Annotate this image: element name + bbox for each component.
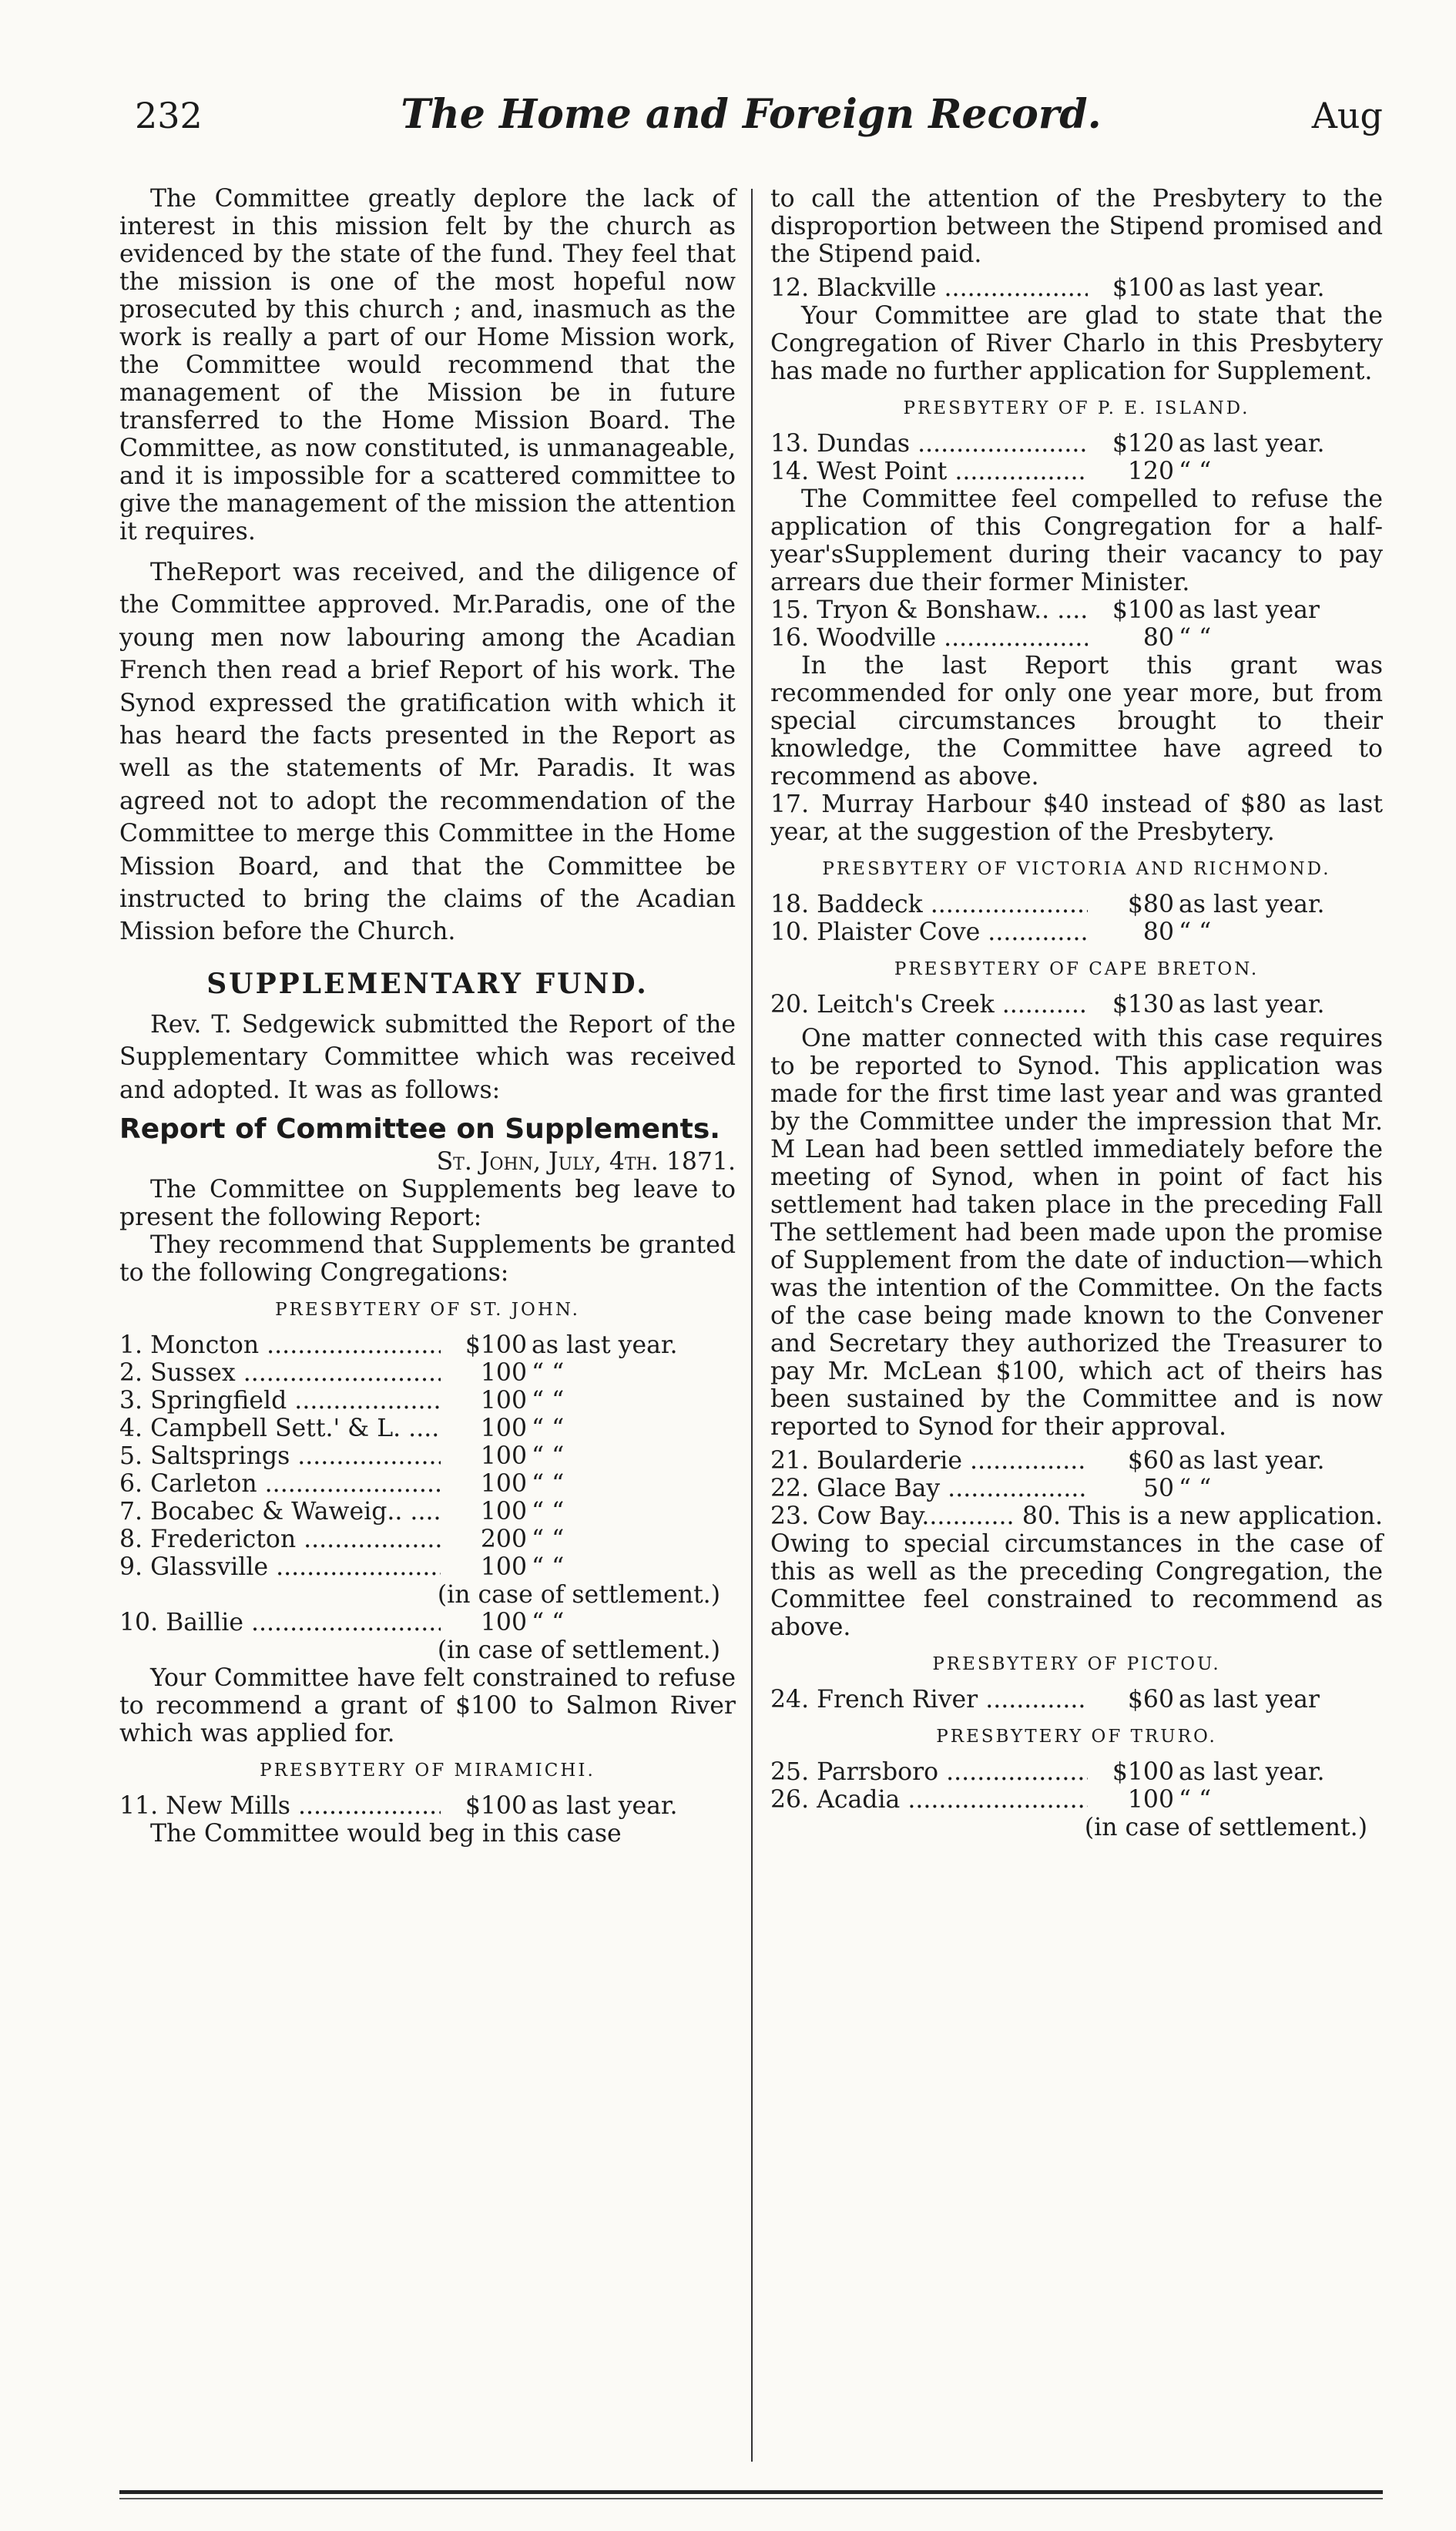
dateline: St. John, July, 4th. 1871.: [436, 1148, 736, 1177]
grant-note: (in case of settlement.): [437, 1636, 720, 1665]
footer-rule: [119, 2490, 1383, 2494]
grant-note: (in case of settlement.): [437, 1581, 720, 1610]
grant-row: 5. Saltsprings ..... 100 “ “: [119, 1442, 736, 1470]
grant-row: 15. Tryon & Bonshaw.. ..... $100 as last year: [770, 596, 1383, 624]
grant-row: 24. French River ..... $60 as last year: [770, 1686, 1383, 1714]
paragraph: They recommend that Supplements be granted to the following Congregations:: [119, 1231, 736, 1287]
grant-row: 7. Bocabec & Waweig.. ..... 100 “ “: [119, 1498, 736, 1526]
grant-row: 2. Sussex ..... 100 “ “: [119, 1359, 736, 1387]
paragraph: 17. Murray Harbour $40 instead of $80 as last year, at the suggestion of the Presbytery.: [770, 791, 1383, 846]
presbytery-heading: PRESBYTERY OF P. E. ISLAND.: [903, 398, 1250, 418]
paragraph: TheReport was received, and the diligence of the Committee approved. Mr.Paradis, one of the young men now labouring among the Acadian French then read a brief Report of his work. The Synod expressed the gratification with which it has heard the facts presented in the Report as well as the statements of Mr. Paradis. It was agreed not to adopt the recommendation of the Committee to merge this Committee in the Home Mission Board, and that the Committee be instructed to bring the claims of the Acadian Mission before the Church.: [119, 559, 736, 946]
grant-row: 6. Carleton ..... 100 “ “: [119, 1470, 736, 1498]
grant-row: 10. Baillie ..... 100 “ “: [119, 1609, 736, 1636]
section-heading: SUPPLEMENTARY FUND.: [206, 967, 649, 1000]
grant-row: 3. Springfield ..... 100 “ “: [119, 1387, 736, 1415]
right-column: [770, 185, 1383, 1841]
grant-note: (in case of settlement.): [1084, 1814, 1367, 1841]
grant-row: 1. Moncton ..... $100 as last year.: [119, 1331, 736, 1359]
grant-row: 20. Leitch's Creek ..... $130 as last year.: [770, 991, 1383, 1019]
grant-row: 11. New Mills ..... $100 as last year.: [119, 1792, 736, 1820]
page-number: 232: [135, 95, 203, 136]
journal-title: The Home and Foreign Record.: [401, 91, 1102, 138]
grant-row: 10. Plaister Cove ..... 80 “ “: [770, 918, 1383, 946]
paragraph: Your Committee are glad to state that the Congregation of River Charlo in this Presbytery has made no further application for Supplement.: [770, 302, 1383, 385]
paragraph: In the last Report this grant was recommended for only one year more, but from special circumstances brought to their knowledge, the Committee have agreed to recommend as above.: [770, 652, 1383, 791]
running-month: Aug: [1311, 95, 1383, 136]
grant-row: 18. Baddeck ..... $80 as last year.: [770, 891, 1383, 918]
paragraph: One matter connected with this case requires to be reported to Synod. This application was made for the first time last year and was granted by the Committee under the impression that Mr. M Lean had been settled immediately before the meeting of Synod, when in point of fact his settlement had taken place in the preceding Fall The settlement had been made upon the promise of Supplement from the date of induction—which was the intention of the Committee. On the facts of the case being made known to the Convener and Secretary they authorized the Treasurer to pay Mr. McLean $100, which act of theirs has been sustained by the Committee and is now reported to Synod for their approval.: [770, 1025, 1383, 1441]
presbytery-heading: PRESBYTERY OF TRURO.: [936, 1727, 1217, 1747]
grant-row: 16. Woodville ..... 80 “ “: [770, 624, 1383, 652]
grant-row: 21. Boularderie ..... $60 as last year.: [770, 1447, 1383, 1475]
left-column: [119, 185, 736, 1848]
paragraph: Rev. T. Sedgewick submitted the Report of the Supplementary Committee which was received and adopted. It was as follows:: [119, 1010, 736, 1104]
paragraph: 23. Cow Bay............ 80. This is a new application. Owing to special circumstances in the case of this as well as the preceding Congregation, the Committee feel constrained to recommend as above.: [770, 1502, 1383, 1641]
grant-row: 9. Glassville ..... 100 “ “: [119, 1553, 736, 1581]
paragraph: Your Committee have felt constrained to refuse to recommend a grant of $100 to Salmon River which was applied for.: [119, 1664, 736, 1748]
column-divider: [751, 189, 753, 2462]
footer-rule: [119, 2498, 1383, 2499]
page-header: [119, 91, 1383, 153]
paragraph: to call the attention of the Presbytery to the disproportion between the Stipend promised and the Stipend paid.: [770, 185, 1383, 268]
grant-row: 26. Acadia ..... 100 “ “: [770, 1786, 1383, 1814]
paragraph: The Committee would beg in this case: [150, 1820, 622, 1848]
paragraph: The Committee greatly deplore the lack of interest in this mission felt by the church as evidenced by the state of the fund. They feel that the mission is one of the most hopeful now prosecuted by this church ; and, inasmuch as the work is really a part of our Home Mission work, the Committee would recommend that the management of the Mission be in future transferred to the Home Mission Board. The Committee, as now constituted, is unmanageable, and it is impossible for a scattered committee to give the management of the mission the attention it requires.: [119, 185, 736, 545]
grant-row: 22. Glace Bay ..... 50 “ “: [770, 1475, 1383, 1502]
grant-list: [119, 1331, 736, 1664]
presbytery-heading: PRESBYTERY OF MIRAMICHI.: [260, 1761, 595, 1781]
grant-row: 13. Dundas ..... $120 as last year.: [770, 430, 1383, 458]
presbytery-heading: PRESBYTERY OF PICTOU.: [932, 1654, 1221, 1674]
grant-row: 12. Blackville ..... $100 as last year.: [770, 274, 1383, 302]
paragraph: The Committee feel compelled to refuse the application of this Congregation for a half-year'sSupplement during their vacancy to pay arrears due their former Minister.: [770, 485, 1383, 596]
presbytery-heading: PRESBYTERY OF CAPE BRETON.: [894, 959, 1260, 979]
grant-row: 14. West Point ..... 120 “ “: [770, 458, 1383, 485]
grant-row: 4. Campbell Sett.' & L. ..... 100 “ “: [119, 1415, 736, 1442]
report-title: Report of Committee on Supplements.: [119, 1113, 720, 1146]
presbytery-heading: PRESBYTERY OF ST. JOHN.: [275, 1300, 580, 1321]
paragraph: The Committee on Supplements beg leave to present the following Report:: [119, 1176, 736, 1232]
grant-row: 25. Parrsboro ..... $100 as last year.: [770, 1758, 1383, 1786]
presbytery-heading: PRESBYTERY OF VICTORIA AND RICHMOND.: [822, 859, 1331, 879]
grant-row: 8. Fredericton ..... 200 “ “: [119, 1526, 736, 1553]
